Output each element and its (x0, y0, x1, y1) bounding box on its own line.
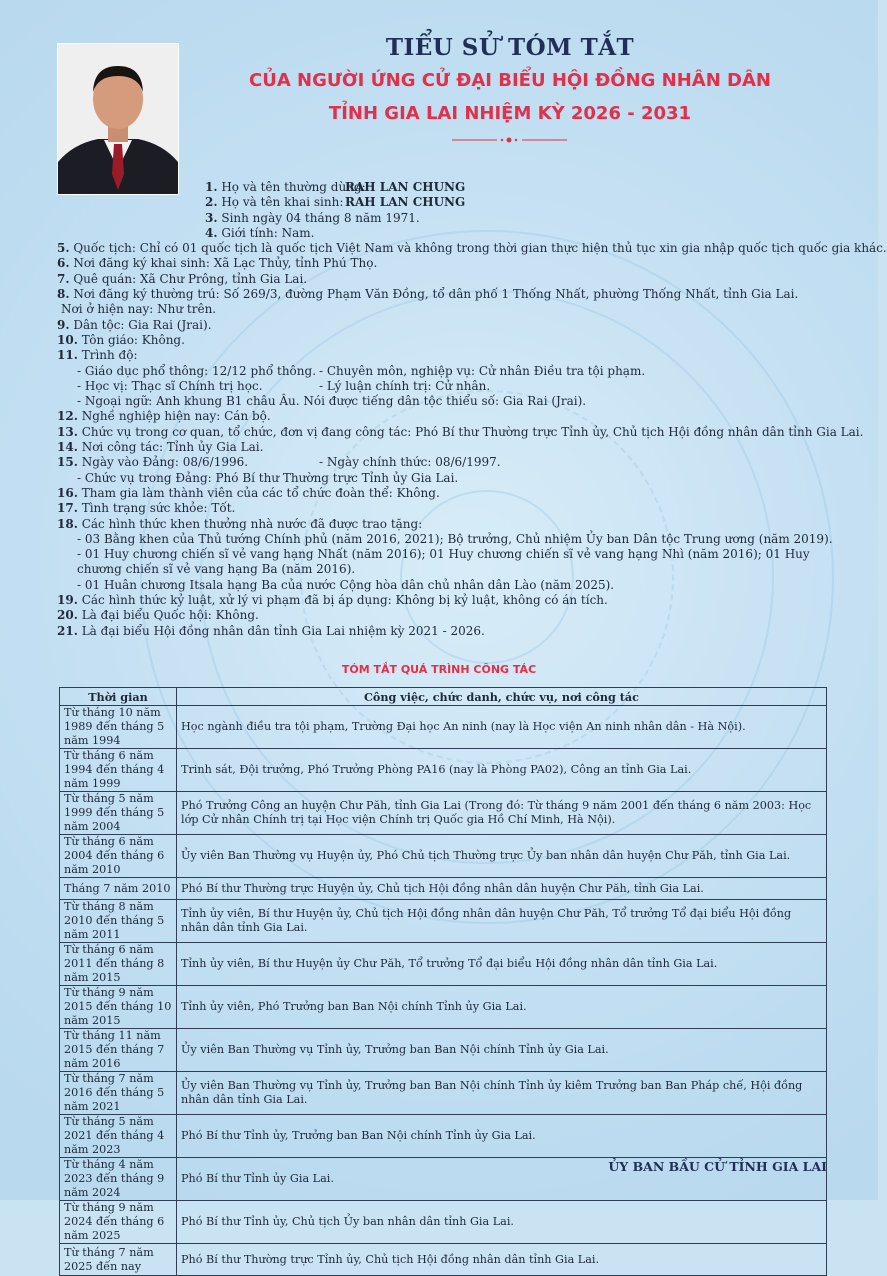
row-time: Từ tháng 9 năm 2024 đến tháng 6 năm 2025 (60, 1201, 177, 1244)
column-header-description: Công việc, chức danh, chức vụ, nơi công tác (177, 688, 827, 706)
row-description: Phó Bí thư Tỉnh ủy, Trưởng ban Ban Nội chính Tỉnh ủy Gia Lai. (177, 1115, 827, 1158)
table-row (60, 749, 827, 792)
table-row (60, 792, 827, 835)
bio-item-national-assembly: 20. Là đại biểu Quốc hội: Không. (57, 608, 259, 623)
document-subtitle-term: TỈNH GIA LAI NHIỆM KỲ 2026 - 2031 (328, 103, 692, 124)
row-description: Học ngành điều tra tội phạm, Trường Đại học An ninh (nay là Học viện An ninh nhân dân - Hà Nội). (177, 706, 827, 749)
document-subtitle: CỦA NGƯỜI ỨNG CỬ ĐẠI BIỂU HỘI ĐỒNG NHÂN DÂN (249, 70, 771, 91)
table-row (60, 1244, 827, 1276)
column-header-time: Thời gian (60, 688, 177, 706)
bio-item-position: 13. Chức vụ trong cơ quan, tổ chức, đơn vị đang công tác: Phó Bí thư Thường trực Tỉnh ủy, Chủ tịch Hội đồng nhân dân tỉnh Gia Lai. (57, 424, 864, 439)
row-time: Từ tháng 11 năm 2015 đến tháng 7 năm 2016 (60, 1029, 177, 1072)
foreign-language: - Ngoại ngữ: Anh khung B1 châu Âu. Nói được tiếng dân tộc thiểu số: Gia Rai (Jrai). (77, 394, 587, 409)
bio-item-common-name: 1. Họ và tên thường dùng: RAH LAN CHUNG (205, 180, 466, 194)
row-time: Từ tháng 8 năm 2010 đến tháng 5 năm 2011 (60, 900, 177, 943)
row-time: Từ tháng 6 năm 2011 đến tháng 8 năm 2015 (60, 943, 177, 986)
document-title: TIỂU SỬ TÓM TẮT (385, 34, 635, 61)
professional-major: - Chuyên môn, nghiệp vụ: Cử nhân Điều tra tội phạm. (319, 363, 646, 378)
row-time: Từ tháng 7 năm 2016 đến tháng 5 năm 2021 (60, 1072, 177, 1115)
political-theory: - Lý luận chính trị: Cử nhân. (319, 378, 491, 393)
work-history-table (59, 687, 827, 1276)
table-row (60, 1072, 827, 1115)
table-row (60, 835, 827, 878)
row-time: Từ tháng 6 năm 2004 đến tháng 6 năm 2010 (60, 835, 177, 878)
bio-item-occupation: 12. Nghề nghiệp hiện nay: Cán bộ. (57, 409, 271, 424)
election-committee-signature: ỦY BAN BẦU CỬ TỈNH GIA LAI (608, 1159, 827, 1174)
bio-item-workplace: 14. Nơi công tác: Tỉnh ủy Gia Lai. (57, 440, 264, 455)
table-row (60, 900, 827, 943)
table-row (60, 878, 827, 900)
row-time: Từ tháng 4 năm 2023 đến tháng 9 năm 2024 (60, 1158, 177, 1201)
row-description: Phó Bí thư Thường trực Huyện ủy, Chủ tịch Hội đồng nhân dân huyện Chư Păh, tỉnh Gia Lai. (177, 878, 827, 900)
row-time: Từ tháng 7 năm 2025 đến nay (60, 1244, 177, 1276)
row-time: Từ tháng 5 năm 2021 đến tháng 4 năm 2023 (60, 1115, 177, 1158)
row-time: Từ tháng 10 năm 1989 đến tháng 5 năm 1994 (60, 706, 177, 749)
table-row (60, 1029, 827, 1072)
table-row (60, 706, 827, 749)
row-time: Từ tháng 9 năm 2015 đến tháng 10 năm 2015 (60, 986, 177, 1029)
bio-item-party-join: 15. Ngày vào Đảng: 08/6/1996. - Ngày chính thức: 08/6/1997. (57, 455, 501, 470)
row-description: Trinh sát, Đội trưởng, Phó Trưởng Phòng PA16 (nay là Phòng PA02), Công an tỉnh Gia Lai. (177, 749, 827, 792)
table-row (60, 986, 827, 1029)
award-item: - 01 Huân chương Itsala hạng Ba của nước Cộng hòa dân chủ nhân dân Lào (năm 2025). (77, 577, 615, 592)
bio-item-ethnicity: 9. Dân tộc: Gia Rai (Jrai). (57, 317, 212, 332)
row-description: Ủy viên Ban Thường vụ Huyện ủy, Phó Chủ tịch Thường trực Ủy ban nhân dân huyện Chư Păh, tỉnh Gia Lai. (177, 835, 827, 878)
row-time: Tháng 7 năm 2010 (60, 878, 177, 900)
bio-item-discipline: 19. Các hình thức kỷ luật, xử lý vi phạm đã bị áp dụng: Không bị kỷ luật, không có án tích. (57, 593, 608, 608)
bio-item-birthdate: 3. Sinh ngày 04 tháng 8 năm 1971. (205, 210, 420, 225)
title-ornament (452, 136, 567, 144)
row-description: Phó Bí thư Tỉnh ủy, Chủ tịch Ủy ban nhân dân tỉnh Gia Lai. (177, 1201, 827, 1244)
bio-item-health: 17. Tình trạng sức khỏe: Tốt. (57, 501, 236, 516)
row-description: Ủy viên Ban Thường vụ Tỉnh ủy, Trưởng ban Ban Nội chính Tỉnh ủy Gia Lai. (177, 1029, 827, 1072)
bio-item-provincial-council: 21. Là đại biểu Hội đồng nhân dân tỉnh Gia Lai nhiệm kỳ 2021 - 2026. (57, 623, 485, 638)
bio-item-current-address: Nơi ở hiện nay: Như trên. (61, 302, 217, 317)
bio-item-nationality: 5. Quốc tịch: Chỉ có 01 quốc tịch là quốc tịch Việt Nam và không trong thời gian thực hiện thủ tục xin gia nhập quốc tịch quốc gia khác. (57, 241, 887, 256)
bio-item-organizations: 16. Tham gia làm thành viên của các tổ chức đoàn thể: Không. (57, 485, 440, 500)
row-description: Phó Trưởng Công an huyện Chư Păh, tỉnh Gia Lai (Trong đó: Từ tháng 9 năm 2001 đến tháng 6 năm 2003: Học lớp Cử nhân Chính trị tại Học viện Chính trị Quốc gia Hồ Chí Minh, Hà Nội). (177, 792, 827, 835)
birth-name-value: RAH LAN CHUNG (345, 195, 466, 210)
general-education: - Giáo dục phổ thông: 12/12 phổ thông. (77, 363, 317, 378)
row-description: Tỉnh ủy viên, Bí thư Huyện ủy Chư Păh, Tổ trưởng Tổ đại biểu Hội đồng nhân dân tỉnh Gia Lai. (177, 943, 827, 986)
common-name-value: RAH LAN CHUNG (345, 180, 466, 194)
bio-item-religion: 10. Tôn giáo: Không. (57, 332, 185, 347)
row-description: Ủy viên Ban Thường vụ Tỉnh ủy, Trưởng ban Ban Nội chính Tỉnh ủy kiêm Trưởng ban Ban Pháp chế, Hội đồng nhân dân tỉnh Gia Lai. (177, 1072, 827, 1115)
work-history-title: TÓM TẮT QUÁ TRÌNH CÔNG TÁC (341, 663, 537, 676)
award-item: - 01 Huy chương chiến sĩ vẻ vang hạng Nhất (năm 2016); 01 Huy chương chiến sĩ vẻ vang hạng Nhì (năm 2016); 01 Huy chương chiến sĩ vẻ vang hạng Ba (năm 2016). (77, 547, 810, 577)
table-row (60, 943, 827, 986)
row-description: Phó Bí thư Thường trực Tỉnh ủy, Chủ tịch Hội đồng nhân dân tỉnh Gia Lai. (177, 1244, 827, 1276)
bio-item-gender: 4. Giới tính: Nam. (205, 225, 315, 240)
biography-list (57, 180, 887, 639)
row-description: Tỉnh ủy viên, Phó Trưởng ban Ban Nội chính Tỉnh ủy Gia Lai. (177, 986, 827, 1029)
education-row-1 (57, 364, 847, 379)
table-header-row (60, 688, 827, 706)
table-row (60, 1201, 827, 1244)
party-role: - Chức vụ trong Đảng: Phó Bí thư Thường trực Tỉnh ủy Gia Lai. (77, 470, 459, 485)
candidate-portrait (57, 43, 179, 195)
party-official-date: - Ngày chính thức: 08/6/1997. (319, 455, 501, 470)
bio-item-education: 11. Trình độ: (57, 348, 138, 363)
bio-item-hometown: 7. Quê quán: Xã Chư Prông, tỉnh Gia Lai. (57, 271, 308, 286)
bio-item-awards: 18. Các hình thức khen thưởng nhà nước đã được trao tặng: (57, 516, 423, 531)
row-time: Từ tháng 5 năm 1999 đến tháng 5 năm 2004 (60, 792, 177, 835)
bio-item-birth-registration: 6. Nơi đăng ký khai sinh: Xã Lạc Thủy, tỉnh Phú Thọ. (57, 256, 378, 271)
academic-degree: - Học vị: Thạc sĩ Chính trị học. (77, 378, 263, 393)
bio-item-birth-name: 2. Họ và tên khai sinh: RAH LAN CHUNG (205, 195, 466, 210)
award-item: - 03 Bằng khen của Thủ tướng Chính phủ (năm 2016, 2021); Bộ trưởng, Chủ nhiệm Ủy ban Dân tộc Trung ương (năm 2019). (77, 531, 833, 546)
row-time: Từ tháng 6 năm 1994 đến tháng 4 năm 1999 (60, 749, 177, 792)
education-row-2 (57, 379, 847, 394)
row-description: Phó Bí thư Tỉnh ủy Gia Lai. (177, 1158, 827, 1201)
bio-item-residence: 8. Nơi đăng ký thường trú: Số 269/3, đường Phạm Văn Đồng, tổ dân phố 1 Thống Nhất, phường Thống Nhất, tỉnh Gia Lai. (57, 287, 799, 302)
table-row (60, 1115, 827, 1158)
row-description: Tỉnh ủy viên, Bí thư Huyện ủy, Chủ tịch Hội đồng nhân dân huyện Chư Păh, Tổ trưởng Tổ đại biểu Hội đồng nhân dân tỉnh Gia Lai. (177, 900, 827, 943)
